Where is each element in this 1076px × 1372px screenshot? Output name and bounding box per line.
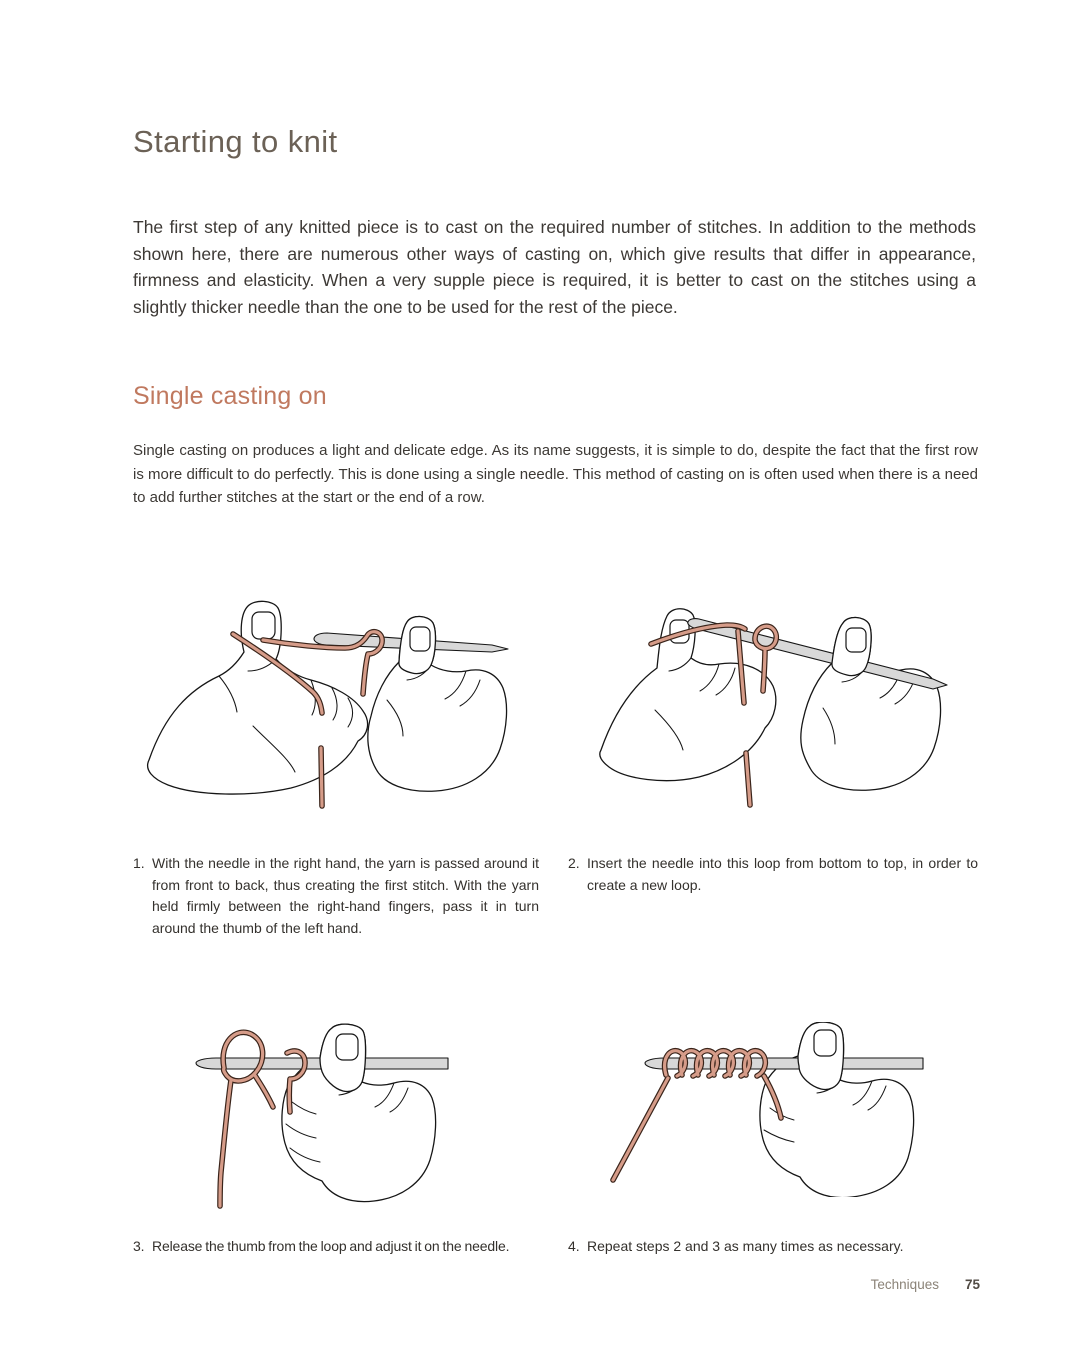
step-number-1: 1. [133, 855, 145, 871]
illustration-step-4-repeated-stitches [598, 1022, 928, 1197]
step-text-3: Release the thumb from the loop and adjust it on the needle. [152, 1238, 510, 1254]
footer-section-label: Techniques [870, 1277, 939, 1292]
section-heading: Single casting on [133, 382, 327, 410]
step-number-4: 4. [568, 1238, 580, 1254]
left-thumbnail [252, 612, 275, 639]
page-footer [871, 1277, 980, 1292]
step-text-2: Insert the needle into this loop from bottom to top, in order to create a new loop. [587, 855, 978, 893]
illustration-step-2-needle-into-loop [595, 598, 960, 808]
page-title: Starting to knit [133, 124, 338, 159]
thumbnail [814, 1030, 836, 1056]
left-hand [148, 601, 368, 794]
step-text-4: Repeat steps 2 and 3 as many times as necessary. [587, 1238, 904, 1254]
step-caption-3 [133, 1236, 569, 1258]
step-caption-1 [133, 853, 539, 939]
step-caption-4 [568, 1236, 978, 1258]
right-thumbnail [410, 627, 430, 651]
illustration-step-1-yarn-around-thumb [135, 598, 515, 813]
right-thumb-front [832, 617, 871, 675]
right-thumb-front [399, 616, 436, 673]
thumbnail [336, 1034, 358, 1060]
step-number-3: 3. [133, 1238, 145, 1254]
yarn-cast-on-loops [613, 1051, 781, 1180]
section-paragraph: Single casting on produces a light and delicate edge. As its name suggests, it is simple to do, despite the fact that the first row is more difficult to do perfectly. This is done using a single needle. This method of casting on is often used when there is a need to add further stitches at the start or the end of a row. [133, 442, 978, 507]
step-text-1: With the needle in the right hand, the yarn is passed around it from front to back, thus creating the first stitch. With the yarn held firmly between the right-hand fingers, pass it in turn around the thumb of the left hand. [152, 855, 539, 936]
step-number-2: 2. [568, 855, 580, 871]
illustration-step-3-loop-on-needle [190, 1022, 455, 1212]
thumb-front [798, 1022, 844, 1089]
right-thumbnail [846, 628, 866, 652]
step-caption-2 [568, 853, 978, 896]
intro-paragraph: The first step of any knitted piece is to cast on the required number of stitches. In addition to the methods shown here, there are numerous other ways of casting on, which give results that differ in appearance, firmness and elasticity. When a very supple piece is required, it is better to cast on the stitches using a slightly thicker needle than the one to be used for the rest of the piece. [133, 217, 976, 317]
page-number: 75 [964, 1277, 980, 1292]
